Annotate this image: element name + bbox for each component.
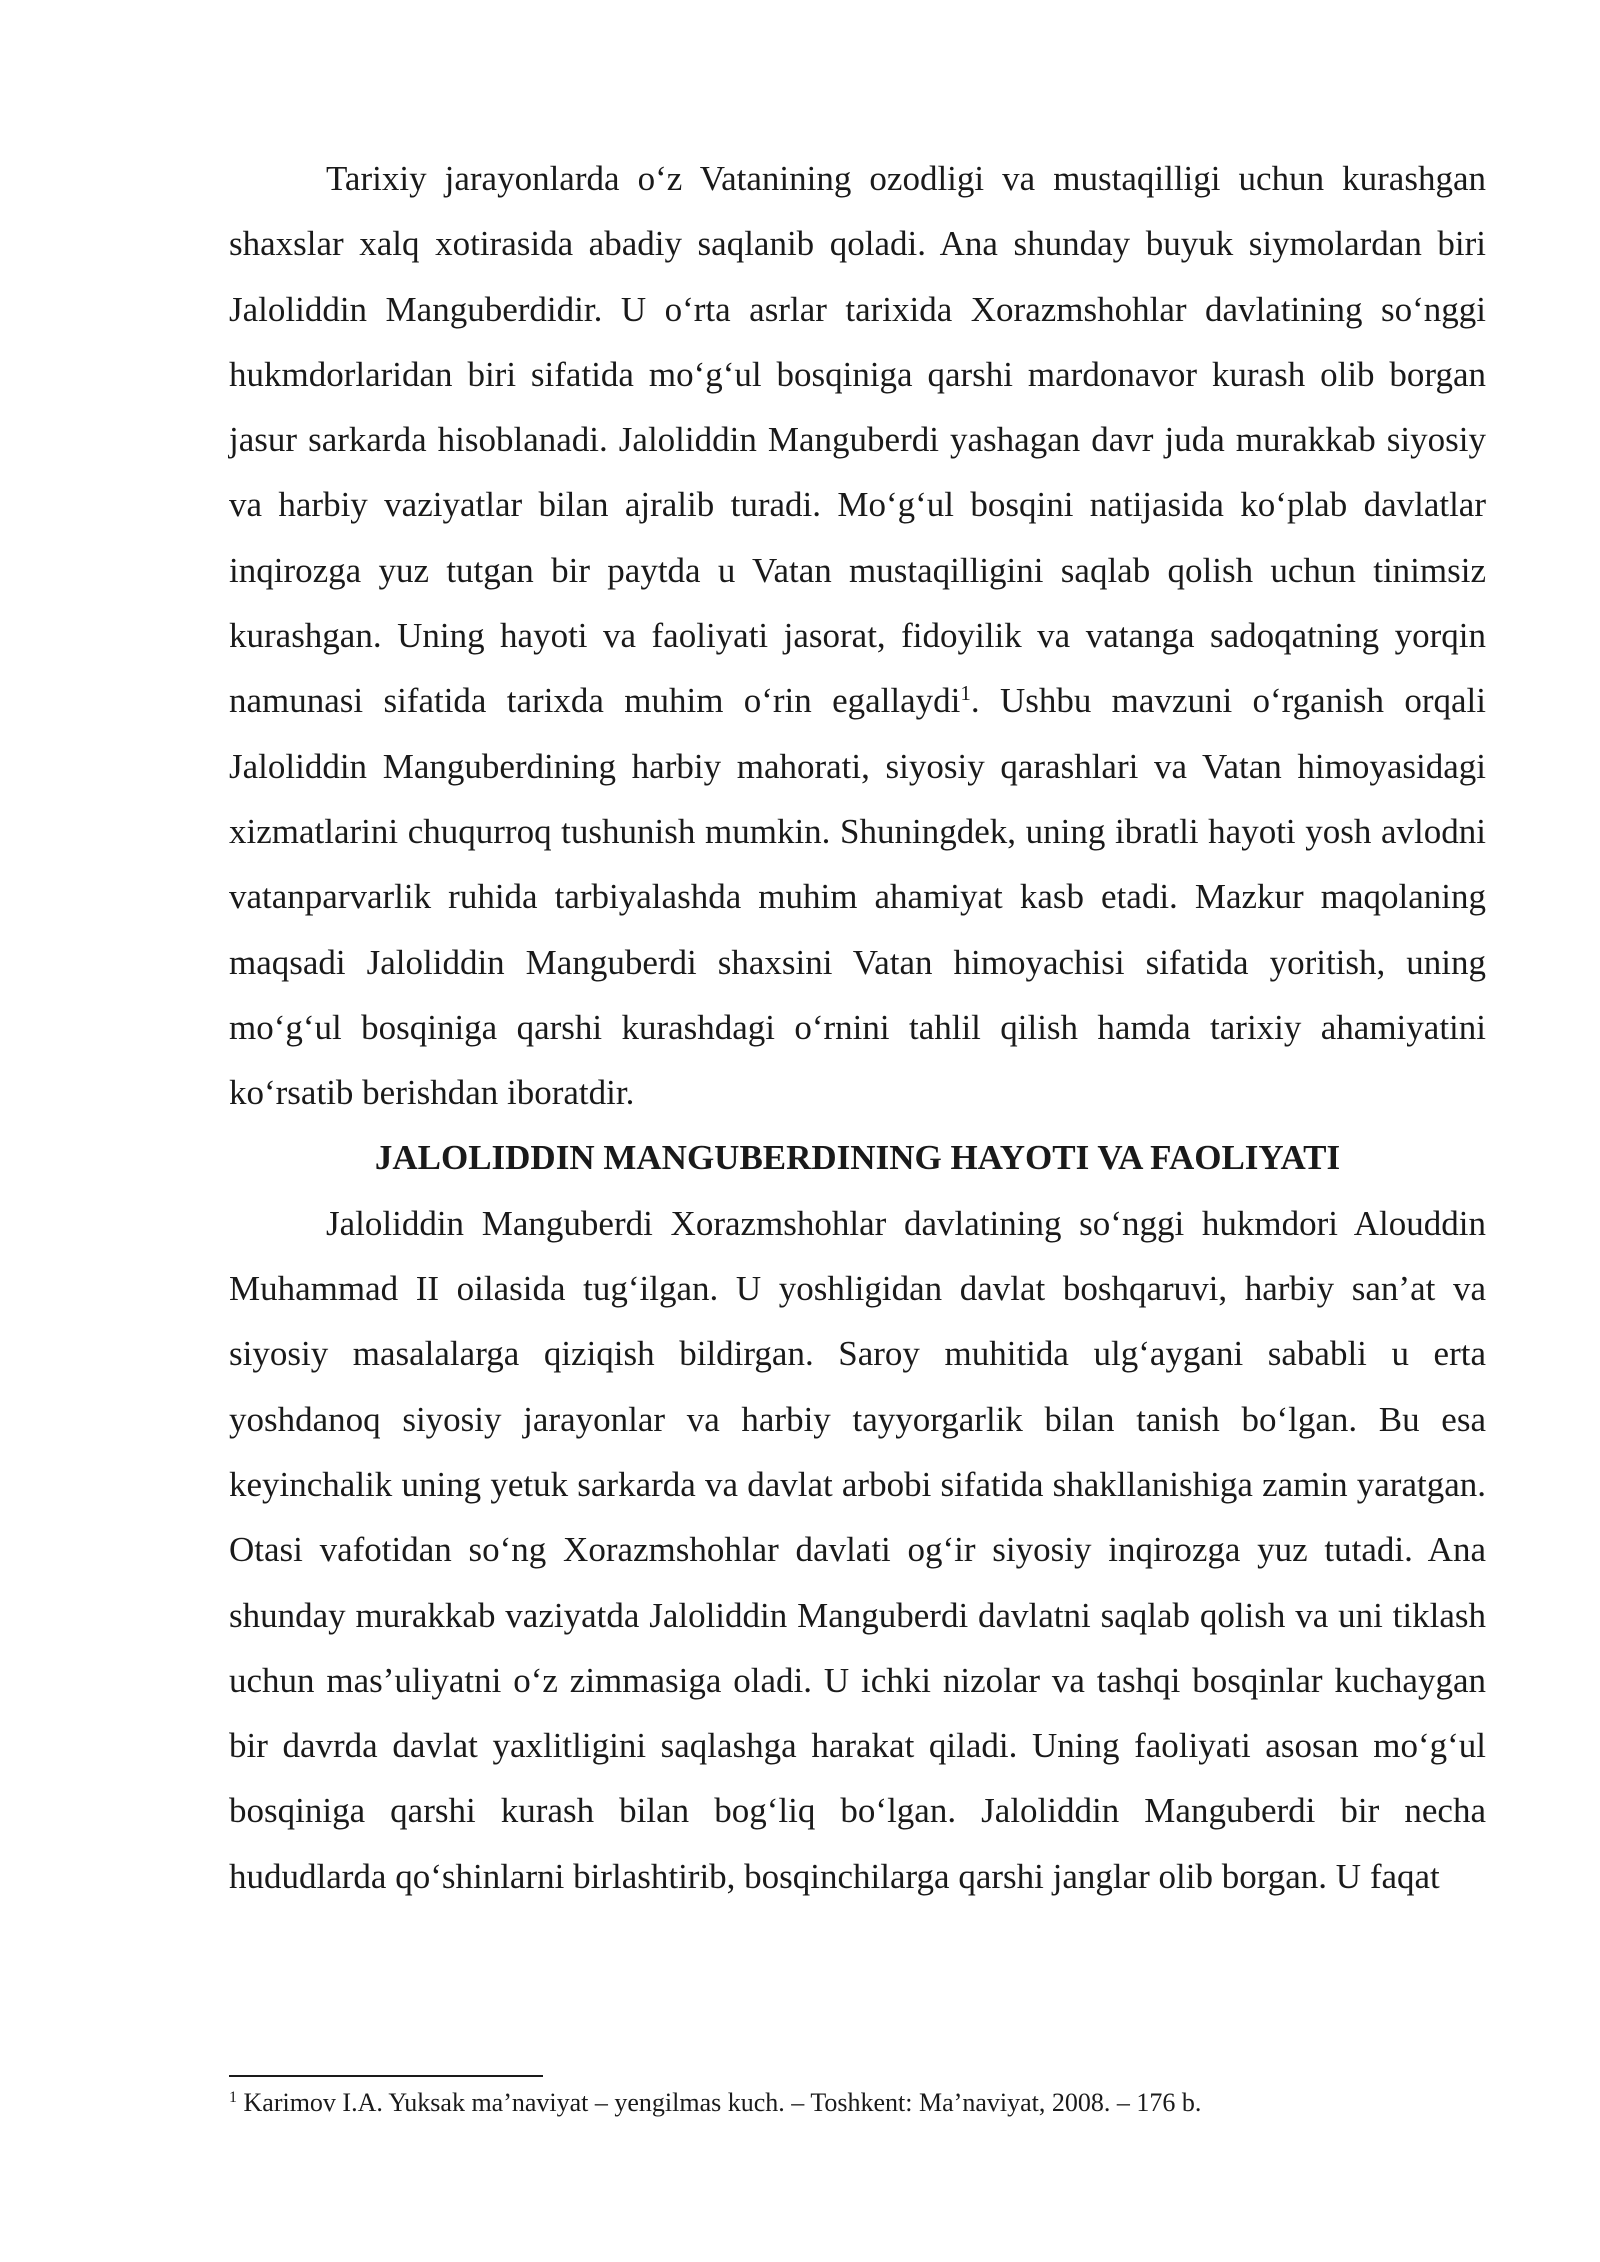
section-paragraph: Jaloliddin Manguberdi Xorazmshohlar davlatining so‘nggi hukmdori Alouddin Muhammad II oilasida tug‘ilgan. U yoshligidan davlat boshqaruvi, harbiy san’at va siyosiy masalalarga qiziqish bildirgan. Saroy muhitida ulg‘aygani sababli u erta yoshdanoq siyosiy jarayonlar va harbiy tayyorgarlik bilan tanish bo‘lgan. Bu esa keyinchalik uning yetuk sarkarda va davlat arbobi sifatida shakllanishiga zamin yaratgan. Otasi vafotidan so‘ng Xorazmshohlar davlati og‘ir siyosiy inqirozga yuz tutadi. Ana shunday murakkab vaziyatda Jaloliddin Manguberdi davlatni saqlab qolish va uni tiklash uchun mas’uliyatni o‘z zimmasiga oladi. U ichki nizolar va tashqi bosqinlar kuchaygan bir davrda davlat yaxlitligini saqlashga harakat qiladi. Uning faoliyati asosan mo‘g‘ul bosqiniga qarshi kurash bilan bog‘liq bo‘lgan. Jaloliddin Manguberdi bir necha hududlarda qo‘shinlarni birlashtirib, bosqinchilarga qarshi janglar olib borgan. U faqat (229, 1203, 1486, 1896)
section-heading: JALOLIDDIN MANGUBERDINING HAYOTI VA FAOLIYATI (374, 1138, 1341, 1178)
footnote-number: 1 (229, 2089, 237, 2106)
footnote-separator (229, 2075, 543, 2077)
footnote-text: Karimov I.A. Yuksak ma’naviyat – yengilmas kuch. – Toshkent: Ma’naviyat, 2008. – 176 b. (237, 2088, 1202, 2117)
intro-text-part1: Tarixiy jarayonlarda o‘z Vatanining ozodligi va mustaqilligi uchun kurashgan shaxslar xalq xotirasida abadiy saqlanib qoladi. Ana shunday buyuk siymolardan biri Jaloliddin Manguberdidir. U o‘rta asrlar tarixida Xorazmshohlar davlatining so‘nggi hukmdorlaridan biri sifatida mo‘g‘ul bosqiniga qarshi mardonavor kurash olib borgan jasur sarkarda hisoblanadi. Jaloliddin Manguberdi yashagan davr juda murakkab siyosiy va harbiy vaziyatlar bilan ajralib turadi. Mo‘g‘ul bosqini natijasida ko‘plab davlatlar inqirozga yuz tutgan bir paytda u Vatan mustaqilligini saqlab qolish uchun tinimsiz kurashgan. Uning hayoti va faoliyati jasorat, fidoyilik va vatanga sadoqatning yorqin namunasi sifatida tarixda muhim o‘rin egallaydi (229, 159, 1486, 721)
intro-paragraph (229, 146, 1486, 1125)
footnote-reference: 1 (960, 681, 971, 706)
footnote (229, 2085, 1486, 2121)
intro-text-part2: . Ushbu mavzuni o‘rganish orqali Jaloliddin Manguberdining harbiy mahorati, siyosiy qarashlari va Vatan himoyasidagi xizmatlarini chuqurroq tushunish mumkin. Shuningdek, uning ibratli hayoti yosh avlodni vatanparvarlik ruhida tarbiyalashda muhim ahamiyat kasb etadi. Mazkur maqolaning maqsadi Jaloliddin Manguberdi shaxsini Vatan himoyachisi sifatida yoritish, uning mo‘g‘ul bosqiniga qarshi kurashdagi o‘rnini tahlil qilish hamda tarixiy ahamiyatini ko‘rsatib berishdan iboratdir. (229, 681, 1486, 1113)
body-text (229, 146, 1486, 1909)
